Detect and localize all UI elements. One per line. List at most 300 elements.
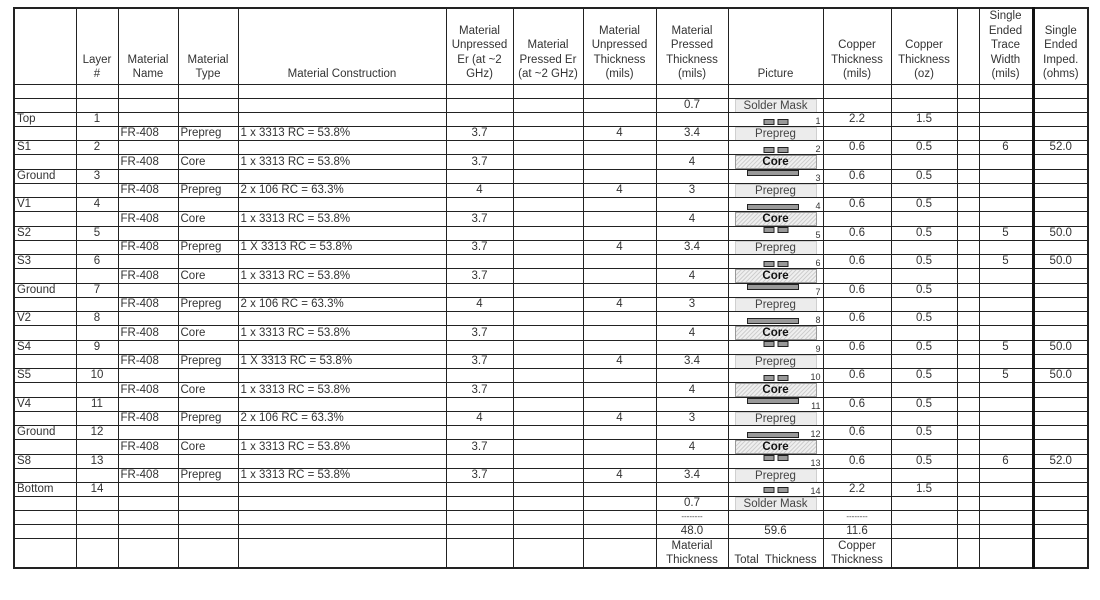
empty-cell <box>1033 538 1088 568</box>
copper-thickness-oz: 0.5 <box>891 283 957 297</box>
empty-cell <box>583 98 656 112</box>
empty-cell <box>957 382 979 397</box>
empty-cell <box>513 112 583 126</box>
layer-number: 4 <box>76 197 118 211</box>
empty-cell <box>656 140 728 154</box>
picture-cell <box>728 98 823 112</box>
trace-pads-icon <box>763 455 788 461</box>
material-construction: 2 x 106 RC = 63.3% <box>238 183 446 197</box>
empty-cell <box>823 268 891 283</box>
pressed-er <box>513 211 583 226</box>
empty-cell <box>238 510 446 524</box>
empty-cell <box>1033 496 1088 510</box>
empty-cell <box>957 454 979 468</box>
empty-cell <box>957 254 979 268</box>
layer-number-tag: 3 <box>815 172 821 183</box>
copper-thickness-mils: 0.6 <box>823 311 891 325</box>
empty-cell <box>118 454 178 468</box>
trace-pads-icon <box>763 375 788 381</box>
empty-cell <box>14 510 76 524</box>
empty-cell <box>513 510 583 524</box>
empty-cell <box>118 496 178 510</box>
empty-cell <box>957 197 979 211</box>
copper-thickness-mils: 0.6 <box>823 425 891 439</box>
copper-thickness-total: 11.6 <box>823 524 891 538</box>
empty-cell <box>76 154 118 169</box>
empty-cell <box>446 169 513 183</box>
empty-cell <box>513 496 583 510</box>
layer-name: V4 <box>14 397 76 411</box>
empty-cell <box>178 425 238 439</box>
empty-cell <box>979 411 1033 425</box>
layer-number-tag: 5 <box>815 229 821 240</box>
empty-cell <box>118 112 178 126</box>
pressed-thickness: 0.7 <box>656 98 728 112</box>
material-name: FR-408 <box>118 382 178 397</box>
copper-thickness-mils: 0.6 <box>823 340 891 354</box>
empty-cell <box>118 368 178 382</box>
copper-layer-row <box>14 311 1088 325</box>
prepreg-label: Prepreg <box>735 412 817 425</box>
empty-cell <box>979 154 1033 169</box>
empty-cell <box>238 496 446 510</box>
empty-cell <box>583 538 656 568</box>
material-construction: 1 x 3313 RC = 53.8% <box>238 382 446 397</box>
copper-layer-row <box>14 254 1088 268</box>
empty-cell <box>238 226 446 240</box>
copper-thickness-oz: 0.5 <box>891 340 957 354</box>
layer-name: Ground <box>14 425 76 439</box>
empty-cell <box>118 340 178 354</box>
empty-cell <box>178 283 238 297</box>
empty-cell <box>656 425 728 439</box>
dielectric-row <box>14 240 1088 254</box>
header-impedance: Single Ended Imped. (ohms) <box>1033 8 1088 84</box>
empty-cell <box>583 254 656 268</box>
blank-row <box>14 84 1088 98</box>
empty-cell <box>957 325 979 340</box>
picture-cell <box>728 311 823 325</box>
copper-thickness-mils: 0.6 <box>823 368 891 382</box>
empty-cell <box>823 496 891 510</box>
empty-cell <box>957 211 979 226</box>
empty-cell <box>76 411 118 425</box>
empty-cell <box>957 354 979 368</box>
unpressed-er: 3.7 <box>446 354 513 368</box>
dielectric-row <box>14 211 1088 226</box>
empty-cell <box>513 538 583 568</box>
empty-cell <box>957 496 979 510</box>
empty-cell <box>76 538 118 568</box>
empty-cell <box>1033 354 1088 368</box>
empty-cell <box>891 211 957 226</box>
header-material-name: Material Name <box>118 8 178 84</box>
pressed-er <box>513 268 583 283</box>
empty-cell <box>446 226 513 240</box>
pressed-er <box>513 297 583 311</box>
empty-cell <box>957 226 979 240</box>
unpressed-er: 3.7 <box>446 211 513 226</box>
empty-cell <box>238 283 446 297</box>
pressed-thickness: 3.4 <box>656 354 728 368</box>
empty-cell <box>178 112 238 126</box>
empty-cell <box>656 482 728 496</box>
empty-cell <box>957 482 979 496</box>
empty-cell <box>979 524 1033 538</box>
empty-cell <box>891 538 957 568</box>
empty-cell <box>118 197 178 211</box>
trace-width: 5 <box>979 368 1033 382</box>
empty-cell <box>118 140 178 154</box>
empty-cell <box>446 397 513 411</box>
copper-layer-row <box>14 112 1088 126</box>
empty-cell <box>583 368 656 382</box>
empty-cell <box>979 297 1033 311</box>
empty-cell <box>728 510 823 524</box>
empty-cell <box>957 439 979 454</box>
empty-cell <box>583 496 656 510</box>
empty-cell <box>513 397 583 411</box>
layer-number: 3 <box>76 169 118 183</box>
impedance: 52.0 <box>1033 140 1088 154</box>
core-label: Core <box>735 212 817 226</box>
trace-width <box>979 169 1033 183</box>
empty-cell <box>583 84 656 98</box>
empty-cell <box>656 397 728 411</box>
layer-name: Top <box>14 112 76 126</box>
empty-cell <box>957 524 979 538</box>
material-name: FR-408 <box>118 439 178 454</box>
empty-cell <box>76 468 118 482</box>
empty-cell <box>446 254 513 268</box>
header-copper-mils: Copper Thickness (mils) <box>823 8 891 84</box>
empty-cell <box>656 197 728 211</box>
empty-cell <box>656 340 728 354</box>
empty-cell <box>238 368 446 382</box>
empty-cell <box>823 183 891 197</box>
empty-cell <box>446 140 513 154</box>
core-label: Core <box>735 326 817 340</box>
core-label: Core <box>735 383 817 397</box>
material-name: FR-408 <box>118 468 178 482</box>
empty-cell <box>957 311 979 325</box>
layer-number-tag: 4 <box>815 200 821 211</box>
empty-cell <box>823 354 891 368</box>
empty-cell <box>238 98 446 112</box>
picture-cell <box>728 154 823 169</box>
empty-cell <box>238 169 446 183</box>
copper-thickness-oz: 1.5 <box>891 112 957 126</box>
empty-cell <box>957 112 979 126</box>
header-unpressed-thickness: Material Unpressed Thickness (mils) <box>583 8 656 84</box>
stackup-table <box>13 7 1089 569</box>
material-type: Core <box>178 268 238 283</box>
prepreg-label: Prepreg <box>735 127 817 140</box>
solder-mask-label: Solder Mask <box>735 497 817 510</box>
unpressed-thickness <box>583 268 656 283</box>
empty-cell <box>1033 524 1088 538</box>
material-type: Prepreg <box>178 126 238 140</box>
empty-cell <box>178 254 238 268</box>
layer-name: S5 <box>14 368 76 382</box>
empty-cell <box>1033 297 1088 311</box>
empty-cell <box>118 425 178 439</box>
trace-pads-icon <box>763 147 788 153</box>
copper-thickness-oz: 0.5 <box>891 311 957 325</box>
empty-cell <box>823 98 891 112</box>
empty-cell <box>446 340 513 354</box>
empty-cell <box>178 169 238 183</box>
empty-cell <box>238 197 446 211</box>
picture-cell <box>728 240 823 254</box>
unpressed-thickness <box>583 382 656 397</box>
empty-cell <box>178 226 238 240</box>
empty-cell <box>118 283 178 297</box>
unpressed-thickness: 4 <box>583 183 656 197</box>
totals-row <box>14 524 1088 538</box>
empty-cell <box>957 340 979 354</box>
empty-cell <box>178 98 238 112</box>
layer-number: 6 <box>76 254 118 268</box>
header-spacer <box>957 8 979 84</box>
empty-cell <box>1033 84 1088 98</box>
empty-cell <box>1033 154 1088 169</box>
empty-cell <box>979 240 1033 254</box>
empty-cell <box>891 126 957 140</box>
impedance <box>1033 197 1088 211</box>
pressed-thickness: 3.4 <box>656 126 728 140</box>
empty-cell <box>891 98 957 112</box>
empty-cell <box>656 112 728 126</box>
pressed-er <box>513 154 583 169</box>
header-unpressed-er: Material Unpressed Er (at ~2 GHz) <box>446 8 513 84</box>
dielectric-row <box>14 439 1088 454</box>
unpressed-er: 3.7 <box>446 439 513 454</box>
copper-plane-icon <box>747 432 799 438</box>
trace-pads-icon <box>763 341 788 347</box>
trace-width: 6 <box>979 454 1033 468</box>
picture-cell <box>728 325 823 340</box>
header-picture: Picture <box>728 8 823 84</box>
pressed-er <box>513 240 583 254</box>
material-name: FR-408 <box>118 325 178 340</box>
empty-cell <box>446 283 513 297</box>
picture-cell <box>728 482 823 496</box>
empty-cell <box>957 411 979 425</box>
empty-cell <box>446 524 513 538</box>
picture-cell <box>728 454 823 468</box>
empty-cell <box>656 454 728 468</box>
material-construction: 2 x 106 RC = 63.3% <box>238 411 446 425</box>
unpressed-er: 3.7 <box>446 154 513 169</box>
material-construction: 1 x 3313 RC = 53.8% <box>238 126 446 140</box>
layer-name: V1 <box>14 197 76 211</box>
header-pressed-thickness: Material Pressed Thickness (mils) <box>656 8 728 84</box>
empty-cell <box>513 454 583 468</box>
dielectric-row <box>14 411 1088 425</box>
pressed-er <box>513 325 583 340</box>
empty-cell <box>178 368 238 382</box>
picture-cell <box>728 297 823 311</box>
empty-cell <box>446 311 513 325</box>
copper-thickness-mils: 0.6 <box>823 454 891 468</box>
empty-cell <box>823 297 891 311</box>
picture-cell <box>728 496 823 510</box>
empty-cell <box>891 524 957 538</box>
impedance <box>1033 425 1088 439</box>
empty-cell <box>76 211 118 226</box>
material-type: Prepreg <box>178 240 238 254</box>
empty-cell <box>583 169 656 183</box>
layer-name: V2 <box>14 311 76 325</box>
copper-thickness-mils: 0.6 <box>823 397 891 411</box>
empty-cell <box>14 183 76 197</box>
pressed-thickness: 4 <box>656 154 728 169</box>
empty-cell <box>118 482 178 496</box>
layer-number: 12 <box>76 425 118 439</box>
unpressed-thickness: 4 <box>583 354 656 368</box>
unpressed-er: 3.7 <box>446 468 513 482</box>
layer-name: S2 <box>14 226 76 240</box>
pressed-thickness: 4 <box>656 211 728 226</box>
material-type: Core <box>178 439 238 454</box>
trace-width <box>979 112 1033 126</box>
empty-cell <box>957 468 979 482</box>
trace-width <box>979 397 1033 411</box>
pressed-er <box>513 126 583 140</box>
layer-name: S4 <box>14 340 76 354</box>
empty-cell <box>513 254 583 268</box>
empty-cell <box>957 283 979 297</box>
copper-plane-icon <box>747 204 799 210</box>
empty-cell <box>891 268 957 283</box>
empty-cell <box>76 183 118 197</box>
empty-cell <box>823 84 891 98</box>
layer-name: S1 <box>14 140 76 154</box>
layer-name: S3 <box>14 254 76 268</box>
empty-cell <box>118 98 178 112</box>
dielectric-row <box>14 354 1088 368</box>
copper-layer-row <box>14 169 1088 183</box>
unpressed-thickness <box>583 154 656 169</box>
material-name: FR-408 <box>118 211 178 226</box>
layer-number: 9 <box>76 340 118 354</box>
material-type: Core <box>178 154 238 169</box>
empty-cell <box>178 454 238 468</box>
prepreg-label: Prepreg <box>735 184 817 197</box>
prepreg-label: Prepreg <box>735 298 817 311</box>
empty-cell <box>76 268 118 283</box>
empty-cell <box>823 382 891 397</box>
copper-plane-icon <box>747 318 799 324</box>
empty-cell <box>823 126 891 140</box>
empty-cell <box>957 183 979 197</box>
material-name: FR-408 <box>118 154 178 169</box>
empty-cell <box>1033 468 1088 482</box>
pressed-thickness: 4 <box>656 382 728 397</box>
empty-cell <box>446 368 513 382</box>
copper-thickness-oz: 0.5 <box>891 140 957 154</box>
copper-layer-row <box>14 340 1088 354</box>
empty-cell <box>583 311 656 325</box>
trace-width: 5 <box>979 254 1033 268</box>
pressed-er <box>513 439 583 454</box>
empty-cell <box>513 169 583 183</box>
picture-cell <box>728 254 823 268</box>
empty-cell <box>583 454 656 468</box>
copper-thickness-oz: 0.5 <box>891 197 957 211</box>
header-layer-num: Layer # <box>76 8 118 84</box>
copper-layer-row <box>14 454 1088 468</box>
material-name: FR-408 <box>118 240 178 254</box>
picture-cell <box>728 340 823 354</box>
dielectric-row <box>14 382 1088 397</box>
empty-cell <box>979 439 1033 454</box>
empty-cell <box>823 411 891 425</box>
layer-number: 8 <box>76 311 118 325</box>
pressed-thickness: 3 <box>656 297 728 311</box>
empty-cell <box>238 538 446 568</box>
empty-cell <box>979 268 1033 283</box>
copper-layer-row <box>14 140 1088 154</box>
layer-number-tag: 2 <box>815 143 821 154</box>
empty-cell <box>118 524 178 538</box>
copper-layer-row <box>14 482 1088 496</box>
empty-cell <box>583 112 656 126</box>
empty-cell <box>957 140 979 154</box>
empty-cell <box>583 397 656 411</box>
empty-cell <box>656 169 728 183</box>
empty-cell <box>583 140 656 154</box>
trace-pads-icon <box>763 119 788 125</box>
empty-cell <box>76 524 118 538</box>
trace-width: 5 <box>979 340 1033 354</box>
material-name: FR-408 <box>118 354 178 368</box>
empty-cell <box>178 197 238 211</box>
copper-thickness-mils: 0.6 <box>823 254 891 268</box>
empty-cell <box>238 454 446 468</box>
material-construction: 1 x 3313 RC = 53.8% <box>238 325 446 340</box>
impedance: 52.0 <box>1033 454 1088 468</box>
empty-cell <box>891 297 957 311</box>
dielectric-row <box>14 325 1088 340</box>
empty-cell <box>1033 439 1088 454</box>
empty-cell <box>957 510 979 524</box>
empty-cell <box>957 154 979 169</box>
empty-cell <box>238 311 446 325</box>
empty-cell <box>583 482 656 496</box>
empty-cell <box>238 425 446 439</box>
layer-number-tag: 14 <box>810 485 821 496</box>
material-construction: 1 x 3313 RC = 53.8% <box>238 154 446 169</box>
empty-cell <box>118 311 178 325</box>
material-name: FR-408 <box>118 268 178 283</box>
empty-cell <box>891 510 957 524</box>
empty-cell <box>14 297 76 311</box>
empty-cell <box>178 510 238 524</box>
empty-cell <box>823 439 891 454</box>
copper-thickness-mils: 0.6 <box>823 226 891 240</box>
material-type: Prepreg <box>178 468 238 482</box>
layer-name: Bottom <box>14 482 76 496</box>
empty-cell <box>76 240 118 254</box>
empty-cell <box>446 538 513 568</box>
material-construction: 1 x 3313 RC = 53.8% <box>238 268 446 283</box>
layer-number-tag: 1 <box>815 115 821 126</box>
empty-cell <box>76 84 118 98</box>
trace-width <box>979 425 1033 439</box>
separator: -------- <box>656 510 728 524</box>
